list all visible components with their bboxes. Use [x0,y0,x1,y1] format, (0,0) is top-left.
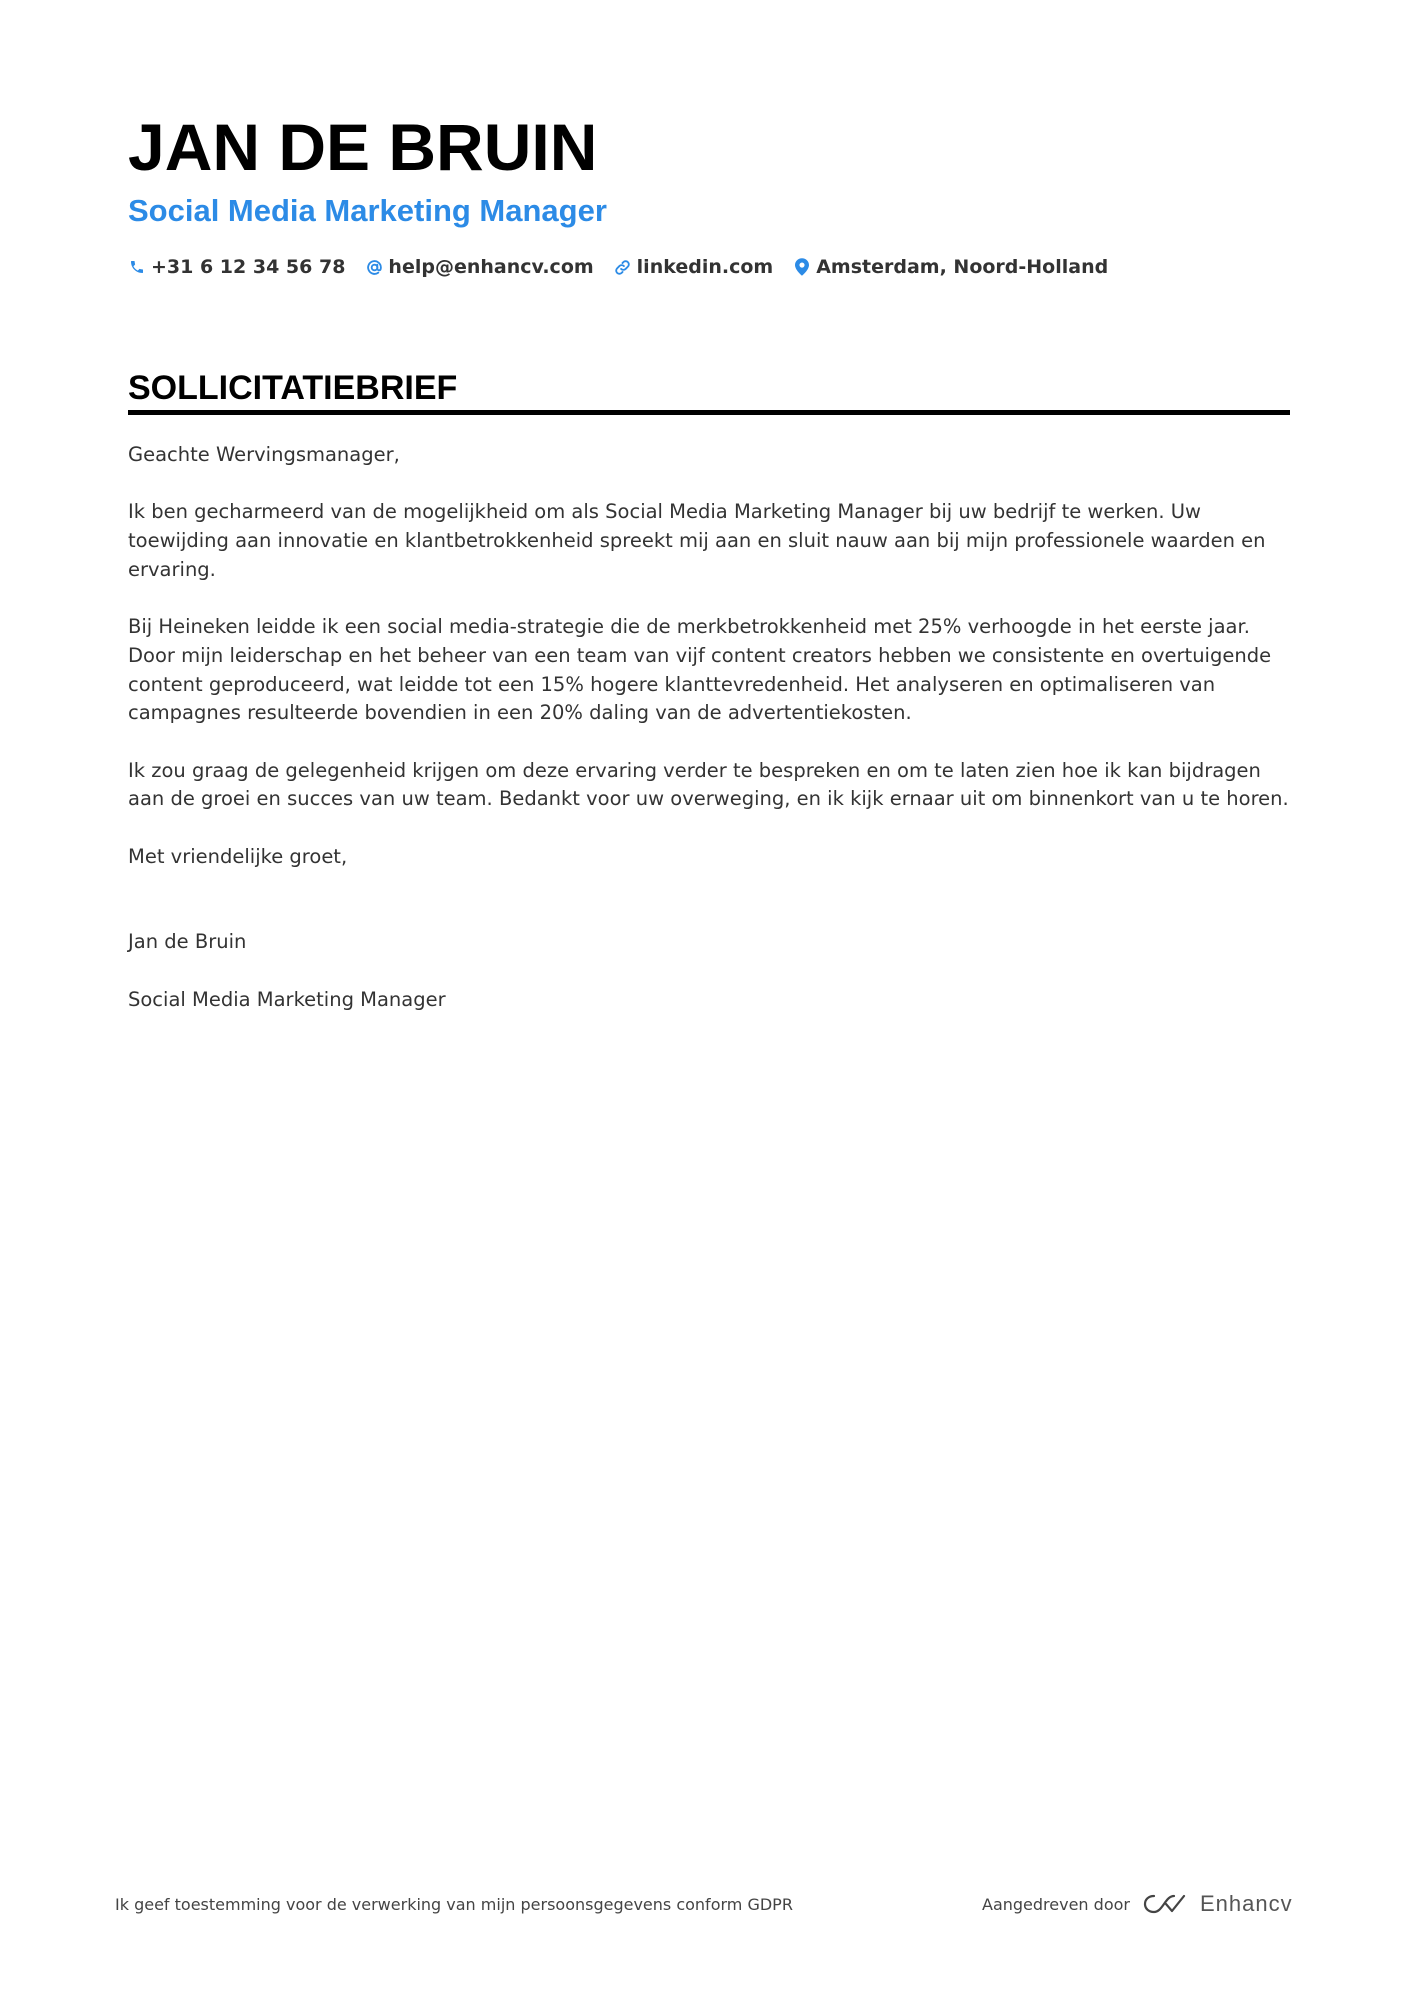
location-text: Amsterdam, Noord-Holland [816,256,1109,278]
map-pin-icon [793,257,811,277]
contact-bar [128,252,1128,282]
section-title: SOLLICITATIEBRIEF [128,369,458,407]
letter-paragraph: Ik ben gecharmeerd van de mogelijkheid om als Social Media Marketing Manager bij uw bedrijf te werken. Uw toewijding aan innovatie en klantbetrokkenheid spreekt mij aan en sluit nauw aan bij mijn professionele waarden en ervaring. [128,500,1266,581]
powered-by-label: Aangedreven door [982,1894,1130,1914]
letter-paragraph: Ik zou graag de gelegenheid krijgen om deze ervaring verder te bespreken en om te laten zien hoe ik kan bijdragen aan de groei en succes van uw team. Bedankt voor uw overweging, en ik kijk ernaar uit om binnenkort van u te horen. [128,758,1289,811]
email-address[interactable]: help@enhancv.com [388,256,594,278]
powered-by[interactable] [982,1886,1293,1922]
phone-icon [128,257,146,277]
letter-greeting: Geachte Wervingsmanager, [128,443,400,466]
gdpr-consent: Ik geef toestemming voor de verwerking van mijn persoonsgegevens conform GDPR [115,1895,793,1914]
contact-location [793,256,1108,278]
contact-email [365,256,593,278]
letter-body [128,441,1290,1043]
section-divider [128,410,1290,415]
website-link[interactable]: linkedin.com [636,256,774,278]
at-icon [365,257,383,277]
applicant-role: Social Media Marketing Manager [128,193,607,228]
phone-number[interactable]: +31 6 12 34 56 78 [151,256,346,278]
signature-name: Jan de Bruin [128,930,247,954]
link-icon [614,257,632,277]
letter-closing: Met vriendelijke groet, [128,844,348,868]
contact-phone [128,256,345,278]
enhancv-logo-icon [1142,1892,1188,1916]
enhancv-brand: Enhancv [1199,1891,1293,1916]
applicant-name: JAN DE BRUIN [128,110,598,184]
signature-title: Social Media Marketing Manager [128,987,446,1011]
contact-website [614,256,774,278]
letter-paragraph: Bij Heineken leidde ik een social media-strategie die de merkbetrokkenheid met 25% verhoogde in het eerste jaar. Door mijn leiderschap en het beheer van een team van vijf content creators hebben we consistente en overtuigende content geproduceerd, wat leidde tot een 15% hogere klanttevredenheid. Het analyseren en optimaliseren van campagnes resulteerde bovendien in een 20% daling van de advertentiekosten. [128,615,1272,725]
